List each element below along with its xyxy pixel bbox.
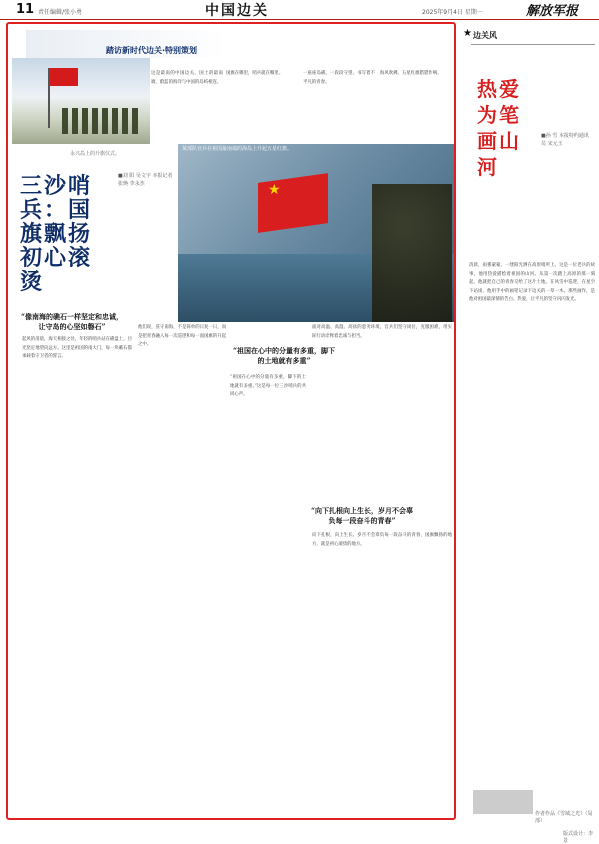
star-icon: ★ (463, 28, 472, 39)
body-column-5: 向下扎根，向上生长。岁月不会辜负每一段奋斗的青春，国旗飘扬的地方，就是初心滚烫的地方。 (312, 533, 452, 547)
right-thumbnail (473, 790, 533, 814)
right-body: 清晨，雨雾蒙蒙，一缕阳光洒在高原哨所上。这是一位老兵的故事，他用热爱描绘着祖国的山河。从第一次踏上高原的那一刻起，他就把自己的青春交给了这片土地。在风雪中巡逻，在星空下站岗，他用手中的画笔记录下边关的一草一木。那些画作，是他对祖国最深情的告白。热爱，让平凡的坚守闪闪发光。 (469, 263, 595, 303)
headline-text: 三沙哨兵：国旗飘扬初心滚烫 (20, 173, 93, 295)
soldier-silhouette (372, 184, 452, 322)
masthead (0, 0, 599, 20)
divider (471, 44, 595, 45)
soldiers-silhouette (62, 108, 142, 134)
subhead-3: “向下扎根向上生长，岁月不会辜负每一段奋斗的青春” (310, 506, 414, 525)
big-photo-caption: 某部队官兵在祖国最南端的海岛上升起五星红旗。 (182, 146, 293, 152)
flag-raising-photo (12, 58, 150, 144)
right-headline: 热爱为笔画山河 (477, 77, 521, 179)
subhead-2: “祖国在心中的分量有多重，脚下的土地就有多重” (232, 346, 336, 365)
section-title: 中国边关 (205, 3, 269, 19)
top-photo-caption: 永兴岛上的升旗仪式。 (70, 151, 121, 157)
article-author: ■刘 阳 吴文宇 本报记者 张焕 李永杰 (118, 173, 173, 187)
right-author: ■孙 雪 本报特约通讯员 宋元玉 (541, 133, 589, 147)
intro-column-2: 国旗在哪里，哨兵就在哪里。 (226, 71, 284, 76)
body-column-3: “祖国在心中的分量有多重，脚下的土地就有多重。”这是每一位三沙哨兵的共同心声。 (230, 375, 306, 398)
special-banner (26, 30, 226, 58)
page-number: 11 (16, 2, 35, 17)
article-headline (20, 174, 110, 294)
star-icon: ★ (268, 182, 281, 198)
editor-credit: 版式设计：李 景 (563, 831, 594, 844)
highlighted-article (6, 22, 456, 820)
column-label: 边关风 (473, 31, 497, 40)
body-column-2: 他们说，驻守南海，不是简单的日复一日，而是把青春融入每一次巡逻和每一面国旗的升起之中。 (138, 325, 226, 348)
newspaper-logo: 解放军报 (526, 4, 579, 19)
intro-column-1: 这是最南的中国边关。国土的最南端，蔚蓝的海洋与中国的岛屿相连。 (151, 71, 223, 85)
right-column-article (463, 22, 599, 844)
banner-text: 踏访新时代边关·特别策划 (106, 46, 198, 55)
right-photo-caption: 作者作品《雪域之光》（局部） (535, 811, 593, 824)
subhead-1: “像南海的礁石一样坚定和忠诚，让守岛的心坚如磐石” (20, 312, 124, 331)
intro-column-4: 海风吹拂，五星红旗猎猎作响。 (380, 71, 442, 76)
flag-icon (50, 68, 78, 86)
body-column-1: 起风的清晨，海天相接之处，年轻的哨兵站在礁盘上，目光坚定地望向远方。这里是祖国的南大门，每一块礁石都承载着守卫者的誓言。 (22, 337, 132, 360)
intro-column-3: 一座座岛礁，一段段守望，书写着不平凡的青春。 (303, 71, 375, 85)
date-line: 2025年9月4日 星期一 (422, 9, 483, 16)
edition-label: 责任编辑/张小勇 (38, 9, 83, 16)
body-column-4: 面对高温、高湿、高盐的恶劣环境，官兵们坚守岗位，克服困难，用实际行动诠释着忠诚与担当。 (312, 325, 452, 339)
soldier-with-flag-photo (178, 144, 454, 322)
